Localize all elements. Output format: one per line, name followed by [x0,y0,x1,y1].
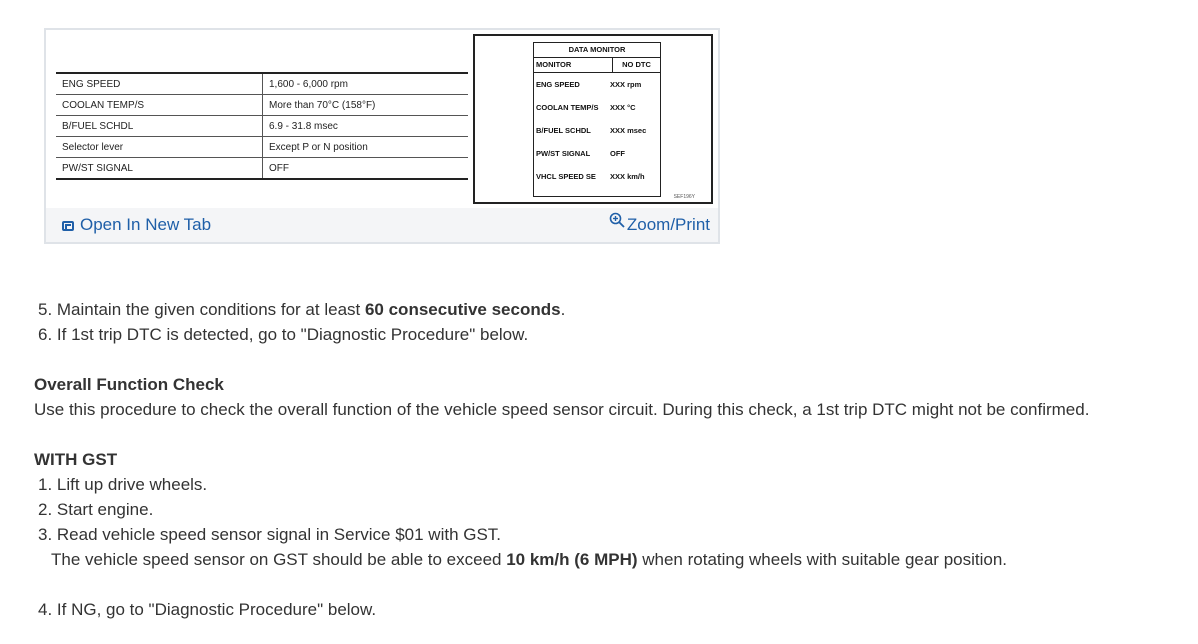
zoom-in-icon [609,212,625,228]
figure-caption: SEF196Y [673,194,695,200]
monitor-item: B/FUEL SCHDL [536,126,591,135]
monitor-row [534,119,660,142]
note-suffix: when rotating wheels with suitable gear position. [637,550,1008,569]
section-heading: Overall Function Check [34,375,224,394]
monitor-item: VHCL SPEED SE [536,172,596,181]
condition-value: More than 70°C (158°F) [269,99,376,111]
monitor-value: XXX km/h [610,172,645,181]
condition-value: Except P or N position [269,141,368,153]
procedure-steps [34,297,565,347]
step-5 [38,297,565,322]
monitor-item: ENG SPEED [536,80,580,89]
step-5-suffix: . [560,300,566,319]
condition-name: ENG SPEED [56,73,263,95]
condition-name: Selector lever [56,137,263,158]
figure-card [44,28,720,244]
monitor-status-label: NO DTC [612,58,660,72]
step-6: 6. If 1st trip DTC is detected, go to "Diagnostic Procedure" below. [38,325,529,344]
note-emphasis: 10 km/h (6 MPH) [506,550,638,569]
monitor-value: XXX rpm [610,80,642,89]
condition-value: OFF [269,162,289,174]
monitor-item: COOLAN TEMP/S [536,103,599,112]
monitor-title: DATA MONITOR [534,43,660,58]
table-row [56,95,468,116]
table-row [56,116,468,137]
zoom-print-label: Zoom/Print [626,215,710,234]
figure-footer [46,208,718,242]
condition-value: 1,600 - 6,000 rpm [269,78,348,90]
step-5-emphasis: 60 consecutive seconds [364,300,561,319]
section-heading: WITH GST [34,450,118,469]
monitor-row [534,96,660,119]
condition-value: 6.9 - 31.8 msec [269,120,338,132]
gst-step-2: 2. Start engine. [38,500,154,519]
open-in-new-tab-label: Open In New Tab [80,215,212,234]
condition-name: COOLAN TEMP/S [56,95,263,116]
data-monitor-screen [533,42,661,197]
gst-step-3: 3. Read vehicle speed sensor signal in Service $01 with GST. [38,525,502,544]
gst-step-3-note [51,547,1007,572]
condition-name: B/FUEL SCHDL [56,116,263,137]
monitor-value: XXX °C [610,103,636,112]
monitor-header [534,58,660,73]
monitor-row [534,73,660,96]
gst-step-1: 1. Lift up drive wheels. [38,475,208,494]
data-monitor-illustration [473,34,713,204]
conditions-table [56,72,468,180]
monitor-value: XXX msec [610,126,647,135]
with-gst-section [34,447,1007,622]
gst-step-4: 4. If NG, go to "Diagnostic Procedure" below. [38,600,377,619]
monitor-column-label: MONITOR [536,60,572,69]
overall-function-check-section [34,372,1089,422]
step-5-text: 5. Maintain the given conditions for at least [38,300,365,319]
table-row [56,158,468,180]
table-row [56,137,468,158]
monitor-row [534,142,660,165]
open-in-new-tab-link[interactable] [62,215,211,235]
condition-name: PW/ST SIGNAL [56,158,263,180]
section-paragraph: Use this procedure to check the overall function of the vehicle speed sensor circuit. During this check, a 1st trip DTC might not be confirmed. [34,400,1090,419]
zoom-print-link[interactable] [609,212,710,235]
monitor-value: OFF [610,149,625,158]
note-text: The vehicle speed sensor on GST should be able to exceed [51,550,507,569]
new-tab-icon [62,221,74,231]
monitor-row [534,165,660,188]
monitor-item: PW/ST SIGNAL [536,149,591,158]
table-row [56,73,468,95]
